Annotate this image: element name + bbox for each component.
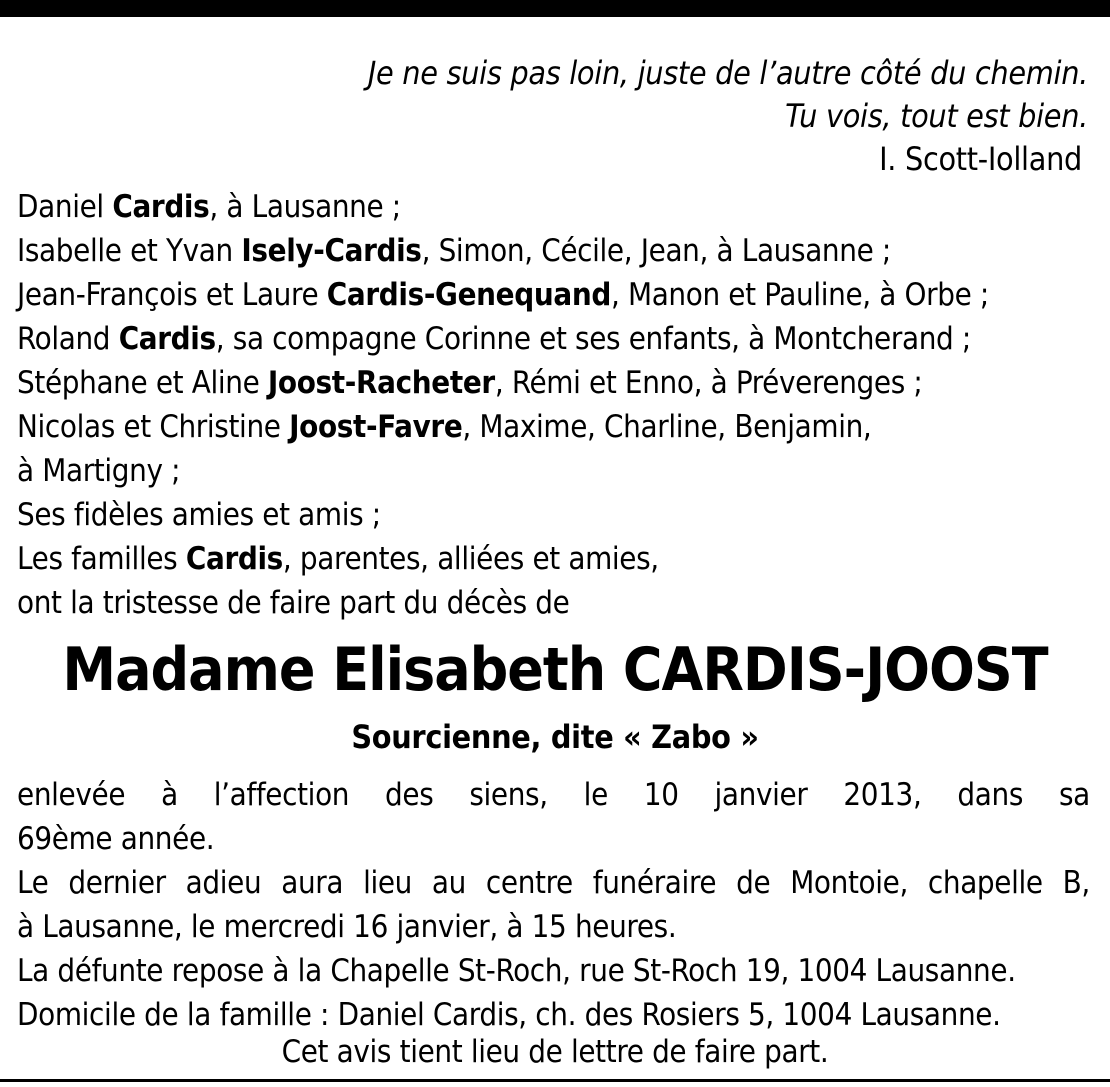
family-line <box>17 449 1097 493</box>
family-text: , Maxime, Charline, Benjamin, <box>462 409 872 445</box>
details-word: Montoie, <box>790 865 908 901</box>
details-word: enlevée <box>17 777 126 813</box>
family-text: Jean-François et Laure <box>17 277 327 313</box>
details-word: chapelle <box>927 865 1043 901</box>
family-text: Les familles <box>17 541 186 577</box>
family-text: Roland <box>17 321 119 357</box>
bottom-border-rule <box>0 1079 1110 1082</box>
family-surname: Cardis-Genequand <box>326 277 611 313</box>
family-line <box>17 361 1097 405</box>
family-text: ont la tristesse de faire part du décès de <box>17 585 570 621</box>
family-line <box>17 185 1097 229</box>
deceased-nickname: Sourcienne, dite « Zabo » <box>351 718 759 756</box>
details-line-2: 69ème année. <box>17 821 215 857</box>
family-text: Isabelle et Yvan <box>17 233 242 269</box>
closing-note: Cet avis tient lieu de lettre de faire part. <box>281 1034 829 1070</box>
family-surname: Joost-Racheter <box>267 365 495 401</box>
family-line <box>17 537 1097 581</box>
family-text: , parentes, alliées et amies, <box>282 541 659 577</box>
family-text: , Manon et Pauline, à Orbe ; <box>610 277 989 313</box>
family-text: Daniel <box>17 189 113 225</box>
family-list <box>17 185 1097 625</box>
family-text: Ses fidèles amies et amis ; <box>17 497 381 533</box>
details-word: à <box>161 777 178 813</box>
details-word: l’affection <box>213 777 350 813</box>
family-surname: Cardis <box>185 541 283 577</box>
family-surname: Cardis <box>118 321 216 357</box>
details-word: 10 <box>643 777 679 813</box>
quote-line-1: Je ne suis pas loin, juste de l’autre côté du chemin. <box>367 54 1088 92</box>
details-word: des <box>385 777 434 813</box>
details-word: lieu <box>363 865 413 901</box>
family-line <box>17 581 1097 625</box>
family-text: Stéphane et Aline <box>17 365 268 401</box>
details-line-3 <box>17 861 1090 905</box>
family-surname: Isely-Cardis <box>241 233 422 269</box>
family-text: à Martigny ; <box>17 453 181 489</box>
family-line <box>17 229 1097 273</box>
family-text: Nicolas et Christine <box>17 409 290 445</box>
details-word: sa <box>1058 777 1090 813</box>
details-word: de <box>736 865 771 901</box>
details-word: le <box>583 777 608 813</box>
family-line <box>17 317 1097 361</box>
details-word: dernier <box>68 865 166 901</box>
details-word: Le <box>17 865 49 901</box>
details-word: siens, <box>469 777 548 813</box>
family-text: , Simon, Cécile, Jean, à Lausanne ; <box>421 233 891 269</box>
family-line <box>17 493 1097 537</box>
family-text: , à Lausanne ; <box>209 189 401 225</box>
deceased-name: Madame Elisabeth CARDIS-JOOST <box>62 635 1048 705</box>
family-surname: Joost-Favre <box>289 409 463 445</box>
details-word: aura <box>281 865 344 901</box>
details-word: dans <box>957 777 1024 813</box>
details-word: au <box>431 865 466 901</box>
quote-author: I. Scott-Iolland <box>879 140 1082 178</box>
details-word: adieu <box>185 865 262 901</box>
top-border-rule <box>0 0 1110 17</box>
details-line-5: La défunte repose à la Chapelle St-Roch, rue St-Roch 19, 1004 Lausanne. <box>17 953 1016 989</box>
details-line-6: Domicile de la famille : Daniel Cardis, ch. des Rosiers 5, 1004 Lausanne. <box>17 997 1001 1033</box>
details-word: janvier <box>714 777 808 813</box>
details-line-4: à Lausanne, le mercredi 16 janvier, à 15 heures. <box>17 909 677 945</box>
family-surname: Cardis <box>112 189 210 225</box>
details-word: centre <box>485 865 573 901</box>
details-word: funéraire <box>592 865 717 901</box>
family-text: , sa compagne Corinne et ses enfants, à Montcherand ; <box>215 321 971 357</box>
family-line <box>17 273 1097 317</box>
funeral-details <box>17 773 1090 1037</box>
details-line-1 <box>17 773 1090 817</box>
details-word: B, <box>1062 865 1090 901</box>
family-line <box>17 405 1097 449</box>
epigraph-quote <box>368 52 1088 181</box>
details-word: 2013, <box>843 777 922 813</box>
family-text: , Rémi et Enno, à Préverenges ; <box>494 365 923 401</box>
quote-line-2: Tu vois, tout est bien. <box>785 97 1088 135</box>
